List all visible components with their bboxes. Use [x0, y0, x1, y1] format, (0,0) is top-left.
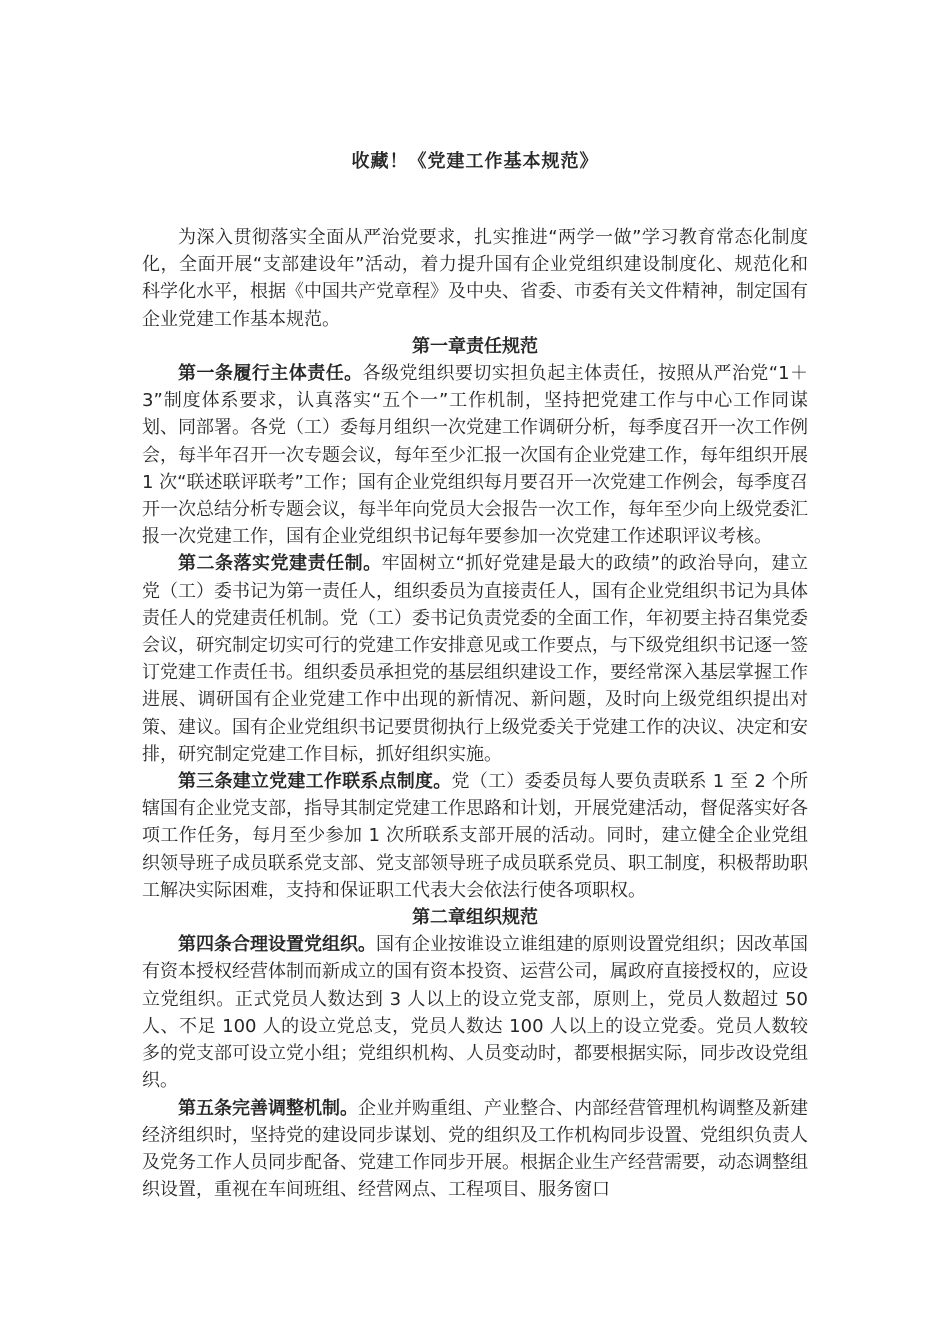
article-1-text: 各级党组织要切实担负起主体责任，按照从严治党“1＋3”制度体系要求，认真落实“五个一”工作机制，坚持把党建工作与中心工作同谋划、同部署。各党（工）委每月组织一次党建工作调研分析，每季度召开一次工作例会，每半年召开一次专题会议，每年至少汇报一次国有企业党建工作，每年组织开展 1 次“联述联评联考”工作；国有企业党组织每月要召开一次党建工作例会，每季度召开一次总结分析专题会议，每半年向党员大会报告一次工作，每年至少向上级党委汇报一次党建工作，国有企业党组织书记每年要参加一次党建工作述职评议考核。 — [142, 363, 809, 548]
article-1 — [142, 360, 808, 550]
article-1-lead: 第一条履行主体责任。 — [178, 363, 363, 385]
article-3-text: 党（工）委委员每人要负责联系 1 至 2 个所辖国有企业党支部，指导其制定党建工作思路和计划，开展党建活动，督促落实好各项工作任务，每月至少参加 1 次所联系支部开展的活动。同时，建立健全企业党组织领导班子成员联系党支部、党支部领导班子成员联系党员、职工制度，积极帮助职工解决实际困难，支持和保证职工代表大会依法行使各项职权。 — [142, 771, 808, 901]
article-4-lead: 第四条合理设置党组织。 — [178, 934, 376, 956]
chapter-2-heading: 第二章组织规范 — [412, 907, 538, 929]
article-2-text: 牢固树立“抓好党建是最大的政绩”的政治导向，建立党（工）委书记为第一责任人，组织委员为直接责任人，国有企业党组织书记为具体责任人的党建责任机制。党（工）委书记负责党委的全面工作，年初要主持召集党委会议，研究制定切实可行的党建工作安排意见或工作要点，与下级党组织书记逐一签订党建工作责任书。组织委员承担党的基层组织建设工作，要经常深入基层掌握工作进展、调研国有企业党建工作中出现的新情况、新问题，及时向上级党组织提出对策、建议。国有企业党组织书记要贯彻执行上级党委关于党建工作的决议、决定和安排，研究制定党建工作目标，抓好组织实施。 — [142, 553, 809, 765]
article-5-lead: 第五条完善调整机制。 — [178, 1097, 358, 1119]
article-5 — [142, 1095, 808, 1204]
article-4-text: 国有企业按谁设立谁组建的原则设置党组织；因改革国有资本授权经营体制而新成立的国有资本投资、运营公司，属政府直接授权的，应设立党组织。正式党员人数达到 3 人以上的设立党支部，原则上，党员人数超过 50 人、不足 100 人的设立党总支，党员人数达 100 人以上的设立党委。党员人数较多的党支部可设立党小组；党组织机构、人员变动时，都要根据实际，同步改设党组织。 — [142, 934, 808, 1092]
article-2-lead: 第二条落实党建责任制。 — [178, 553, 382, 575]
chapter-1-heading: 第一章责任规范 — [412, 335, 538, 357]
article-4 — [142, 931, 808, 1094]
article-2 — [142, 550, 808, 768]
document-body — [142, 224, 808, 1203]
document-title: 收藏！《党建工作基本规范》 — [351, 151, 599, 172]
article-3 — [142, 768, 808, 904]
article-3-lead: 第三条建立党建工作联系点制度。 — [178, 771, 452, 793]
article-5-text: 企业并购重组、产业整合、内部经营管理机构调整及新建经济组织时，坚持党的建设同步谋划、党的组织及工作机构同步设置、党组织负责人及党务工作人员同步配备、党建工作同步开展。根据企业生产经营需要，动态调整组织设置，重视在车间班组、经营网点、工程项目、服务窗口 — [142, 1097, 808, 1201]
intro-paragraph: 为深入贯彻落实全面从严治党要求，扎实推进“两学一做”学习教育常态化制度化，全面开展“支部建设年”活动，着力提升国有企业党组织建设制度化、规范化和科学化水平，根据《中国共产党章程》及中央、省委、市委有关文件精神，制定国有企业党建工作基本规范。 — [142, 227, 808, 330]
